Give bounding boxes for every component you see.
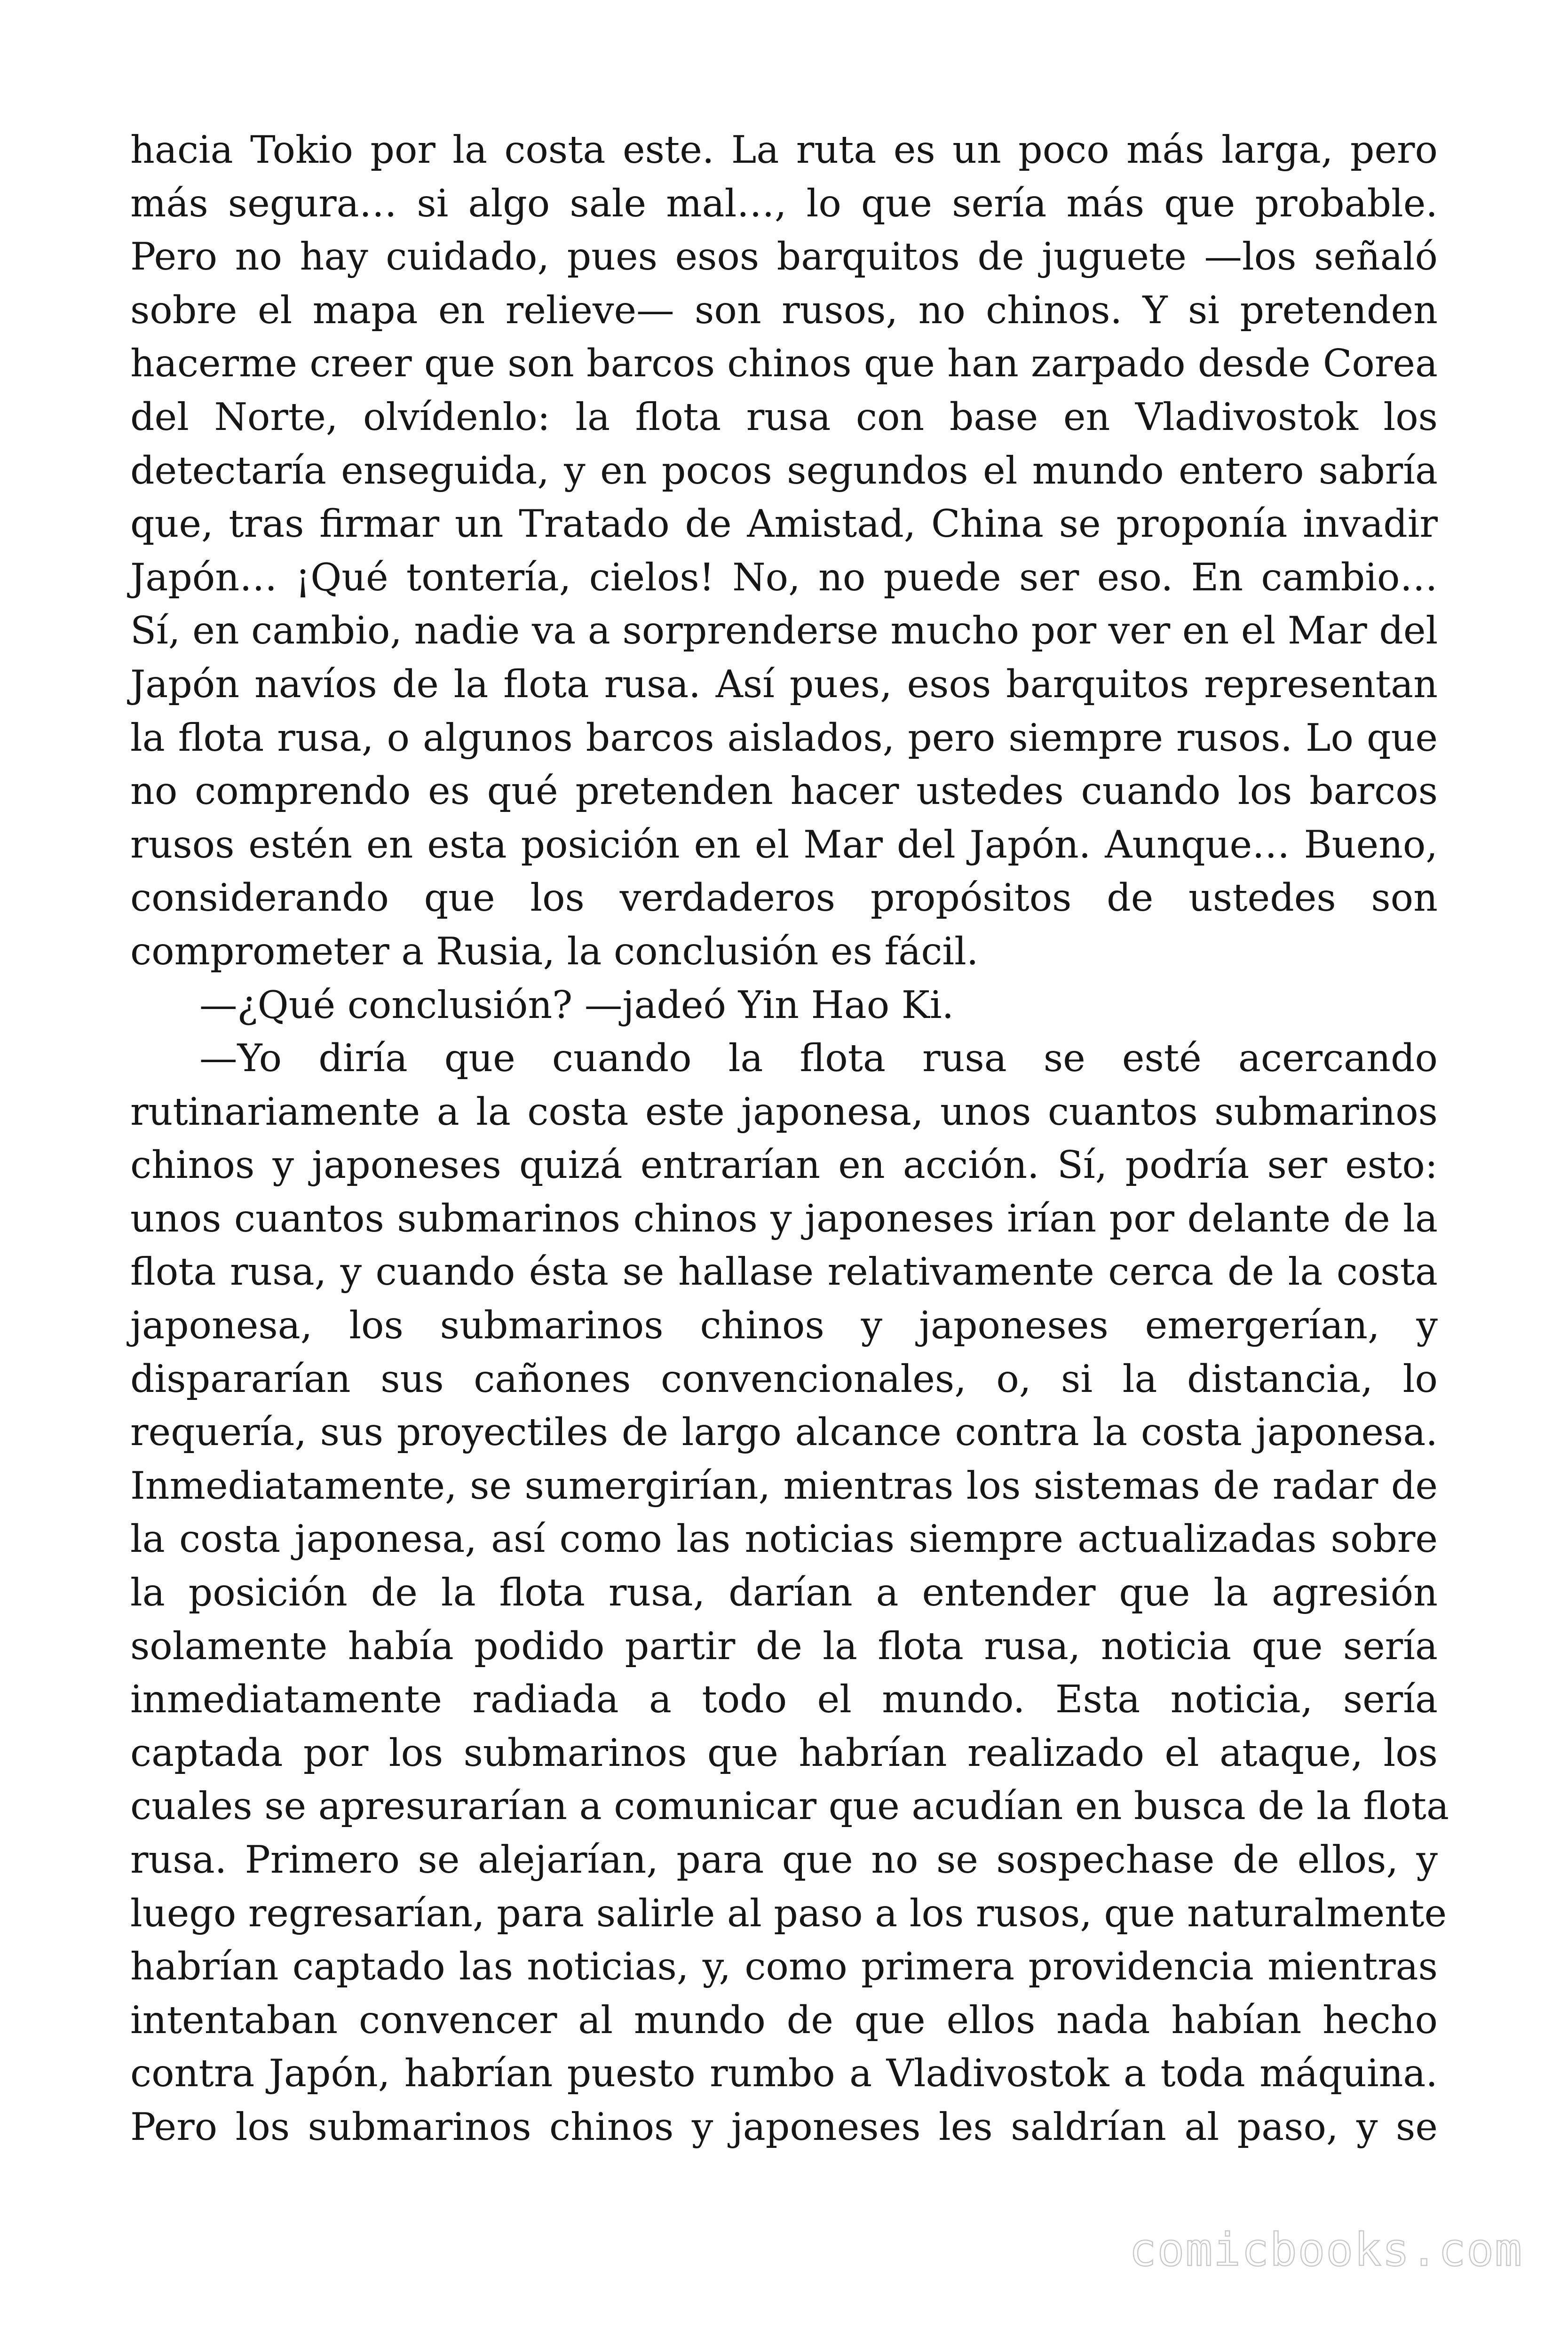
text-line: solamente había podido partir de la flota rusa, noticia que sería <box>130 1623 1438 1668</box>
text-line: Japón navíos de la flota rusa. Así pues, esos barquitos representan <box>130 661 1438 706</box>
watermark: comicbooks.com <box>1129 2224 1523 2276</box>
text-line: detectaría enseguida, y en pocos segundos el mundo entero sabría <box>130 448 1438 493</box>
dialogue-line: —¿Qué conclusión? —jadeó Yin Hao Ki. <box>199 982 954 1027</box>
text-line: Sí, en cambio, nadie va a sorprenderse mucho por ver en el Mar del <box>130 608 1438 653</box>
text-line: Inmediatamente, se sumergirían, mientras los sistemas de radar de <box>130 1463 1438 1508</box>
text-line: hacia Tokio por la costa este. La ruta es un poco más larga, pero <box>130 127 1438 172</box>
text-line: rutinariamente a la costa este japonesa, unos cuantos submarinos <box>130 1089 1438 1134</box>
text-line: más segura… si algo sale mal…, lo que sería más que probable. <box>130 181 1438 225</box>
text-line: cuales se apresurarían a comunicar que acudían en busca de la flota <box>130 1784 1449 1828</box>
text-line: habrían captado las noticias, y, como primera providencia mientras <box>130 1944 1438 1989</box>
text-line: captada por los submarinos que habrían realizado el ataque, los <box>130 1730 1438 1775</box>
text-line: la flota rusa, o algunos barcos aislados, pero siempre rusos. Lo que <box>130 715 1438 760</box>
text-line: flota rusa, y cuando ésta se hallase relativamente cerca de la costa <box>130 1249 1438 1294</box>
text-line: hacerme creer que son barcos chinos que han zarpado desde Corea <box>130 341 1438 386</box>
text-line: requería, sus proyectiles de largo alcance contra la costa japonesa. <box>130 1410 1438 1454</box>
text-line: contra Japón, habrían puesto rumbo a Vladivostok a toda máquina. <box>130 2051 1438 2096</box>
text-line: no comprendo es qué pretenden hacer ustedes cuando los barcos <box>130 769 1438 813</box>
text-line: luego regresarían, para salirle al paso a los rusos, que naturalmente <box>130 1891 1447 1935</box>
text-line: Japón… ¡Qué tontería, cielos! No, no puede ser eso. En cambio… <box>130 555 1438 599</box>
text-line: Pero los submarinos chinos y japoneses les saldrían al paso, y se <box>130 2104 1438 2149</box>
text-line: rusa. Primero se alejarían, para que no se sospechase de ellos, y <box>130 1837 1438 1882</box>
text-line: intentaban convencer al mundo de que ellos nada habían hecho <box>130 1997 1438 2042</box>
dialogue-line: —Yo diría que cuando la flota rusa se esté acercando <box>199 1036 1438 1081</box>
text-line: del Norte, olvídenlo: la flota rusa con base en Vladivostok los <box>130 394 1438 439</box>
text-line: dispararían sus cañones convencionales, o, si la distancia, lo <box>130 1356 1438 1401</box>
text-line: comprometer a Rusia, la conclusión es fácil. <box>130 929 979 973</box>
text-line: que, tras firmar un Tratado de Amistad, China se proponía invadir <box>130 501 1438 546</box>
text-line: considerando que los verdaderos propósitos de ustedes son <box>130 875 1438 920</box>
text-line: Pero no hay cuidado, pues esos barquitos de juguete —los señaló <box>130 234 1438 279</box>
text-line: chinos y japoneses quizá entrarían en acción. Sí, podría ser esto: <box>130 1143 1438 1187</box>
text-line: japonesa, los submarinos chinos y japoneses emergerían, y <box>130 1303 1438 1348</box>
text-line: rusos estén en esta posición en el Mar del Japón. Aunque… Bueno, <box>130 822 1438 866</box>
body-text <box>130 123 1449 2154</box>
text-line: inmediatamente radiada a todo el mundo. Esta noticia, sería <box>130 1677 1438 1722</box>
text-line: la posición de la flota rusa, darían a entender que la agresión <box>130 1570 1438 1615</box>
text-line: sobre el mapa en relieve— son rusos, no chinos. Y si pretenden <box>130 287 1438 332</box>
text-line: la costa japonesa, así como las noticias siempre actualizadas sobre <box>130 1517 1438 1561</box>
text-line: unos cuantos submarinos chinos y japoneses irían por delante de la <box>130 1196 1438 1240</box>
